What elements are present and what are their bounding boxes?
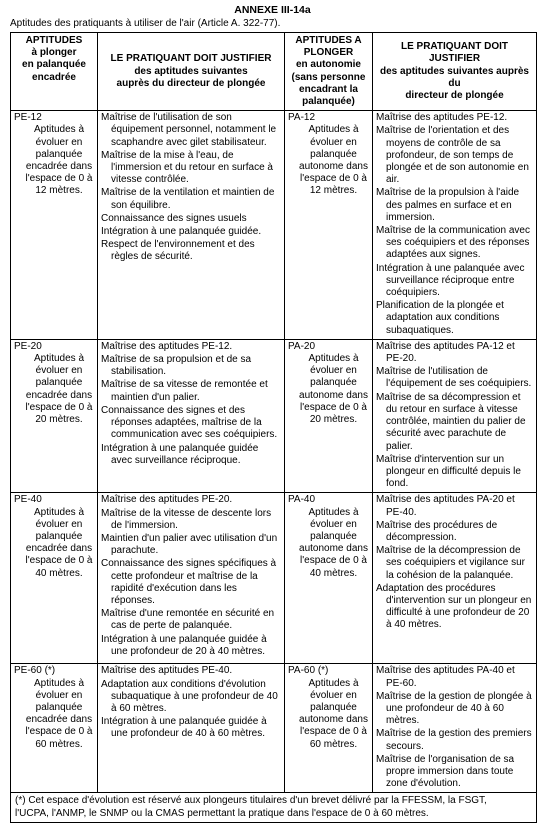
requirement-item: Maîtrise d'intervention sur un plongeur en difficulté depuis le fond.: [376, 453, 521, 490]
requirement-item: Intégration à une palanquée guidée.: [101, 226, 262, 238]
header-line: LE PRATIQUANT DOIT JUSTIFIER: [400, 41, 509, 65]
header-line: PLONGER: [303, 47, 354, 59]
requirement-item: Maîtrise de l'organisation de sa propre immersion dans toute zone d'évolution.: [376, 753, 515, 790]
pa-level-cell: [285, 493, 373, 664]
requirement-item: Maîtrise de la mise à l'eau, de l'immersion et du retour en surface à vitesse contrôlée.: [101, 149, 273, 186]
requirement-item: Maîtrise de l'utilisation de l'équipement de ses coéquipiers.: [376, 366, 532, 390]
requirement-item: Maîtrise des aptitudes PE-12.: [376, 112, 508, 124]
header-aptitudes-autonomie: [285, 33, 373, 111]
requirement-item: Maîtrise de la gestion de plongée à une profondeur de 40 à 60 mètres.: [376, 690, 532, 727]
pe-level-cell: [11, 111, 98, 340]
aptitudes-table: [10, 32, 537, 823]
level-description: Aptitudes à évoluer en palanquée encadrée dans l'espace de 0 à 60 mètres.: [25, 677, 93, 750]
header-line: auprès du directeur de plongée: [116, 77, 266, 89]
pa-requirements-cell: [373, 664, 537, 793]
header-aptitudes-encadree: [11, 33, 98, 111]
level-description: Aptitudes à évoluer en palanquée autonome dans l'espace de 0 à 20 mètres.: [299, 353, 368, 426]
table-row: [11, 664, 537, 793]
requirement-item: Maîtrise de la gestion des premiers secours.: [376, 728, 532, 752]
level-description: Aptitudes à évoluer en palanquée autonome dans l'espace de 0 à 40 mètres.: [299, 506, 368, 579]
requirement-item: Adaptation aux conditions d'évolution subaquatique à une profondeur de 40 à 60 mètres.: [101, 678, 278, 714]
level-code: PA-60 (*): [288, 665, 329, 677]
pe-requirements-cell: [98, 664, 285, 793]
requirement-item: Maîtrise des aptitudes PE-20.: [101, 494, 233, 506]
requirement-item: Maîtrise de la décompression de ses coéquipiers et vigilance sur la cohésion de la palanquée.: [376, 545, 525, 581]
requirement-item: Adaptation des procédures d'intervention sur un plongeur en difficulté à une profondeur de 20 à 40 mètres.: [376, 582, 532, 631]
requirement-item: Maîtrise de sa vitesse de remontée et maintien d'un palier.: [101, 379, 268, 403]
requirement-item: Maintien d'un palier avec utilisation d'un parachute.: [101, 532, 278, 557]
requirement-item: Connaissance des signes usuels: [101, 212, 247, 224]
requirement-item: Maîtrise des aptitudes PE-40.: [101, 665, 233, 677]
level-code: PA-40: [288, 494, 316, 506]
header-line: (sans personne: [291, 71, 366, 83]
page-title: ANNEXE III-14a: [234, 4, 311, 16]
table-row: [11, 111, 537, 340]
requirement-item: Intégration à une palanquée guidée à une profondeur de 20 à 40 mètres.: [101, 633, 267, 657]
pa-requirements-cell: [373, 339, 537, 492]
requirement-item: Maîtrise de sa décompression et du retour en surface à vitesse contrôlée, maintien du palier de sécurité avec parachute de palier.: [376, 391, 526, 452]
requirement-item: Maîtrise de la communication avec ses coéquipiers et des réponses adaptées aux signes.: [376, 225, 530, 261]
requirement-item: Maîtrise des procédures de décompression.: [376, 519, 498, 543]
header-line: palanquée): [302, 96, 355, 108]
level-description: Aptitudes à évoluer en palanquée encadrée dans l'espace de 0 à 40 mètres.: [25, 506, 93, 579]
header-line: APTITUDES: [25, 35, 83, 46]
table-row: [11, 493, 537, 664]
pa-level-cell: [285, 664, 373, 793]
requirement-item: Maîtrise des aptitudes PA-20 et PE-40.: [376, 494, 515, 518]
requirement-item: Maîtrise de la propulsion à l'aide des palmes en surface et en immersion.: [376, 187, 520, 223]
requirement-item: Intégration à une palanquée guidée avec surveillance réciproque.: [101, 442, 259, 466]
header-line: APTITUDES A: [295, 35, 362, 46]
requirement-item: Connaissance des signes spécifiques à cette profondeur et maîtrise de la rapidité d'exécution dans les réponses.: [101, 558, 277, 606]
pa-requirements-cell: [373, 493, 537, 664]
level-code: PE-20: [14, 340, 42, 352]
header-line: LE PRATIQUANT DOIT JUSTIFIER: [110, 53, 272, 65]
requirement-item: Maîtrise de la vitesse de descente lors de l'immersion.: [101, 507, 272, 531]
pe-level-cell: [11, 664, 98, 793]
header-line: des aptitudes suivantes auprès du: [380, 65, 529, 89]
table-row: [11, 339, 537, 492]
footnote-line: (*) Cet espace d'évolution est réservé aux plongeurs titulaires d'un brevet délivré par la FFESSM, la FSGT,: [15, 795, 487, 807]
header-line: encadrée: [32, 71, 76, 83]
pe-requirements-cell: [98, 493, 285, 664]
header-line: encadrant la: [299, 83, 358, 95]
requirement-item: Maîtrise des aptitudes PE-12.: [101, 340, 233, 352]
level-code: PA-20: [288, 340, 316, 352]
header-justifier-autonomie: [373, 33, 537, 111]
header-line: à plonger: [31, 47, 77, 59]
level-code: PE-60 (*): [14, 665, 56, 677]
requirement-item: Maîtrise de l'utilisation de son équipement personnel, notamment le scaphandre avec gilet stabilisateur.: [101, 112, 277, 148]
pe-requirements-cell: [98, 111, 285, 340]
level-code: PE-12: [14, 112, 42, 124]
footnote-row: [11, 793, 537, 822]
level-description: Aptitudes à évoluer en palanquée autonome dans l'espace de 0 à 12 mètres.: [299, 124, 368, 197]
pe-requirements-cell: [98, 339, 285, 492]
pe-level-cell: [11, 493, 98, 664]
header-line: en palanquée: [22, 59, 86, 71]
requirement-item: Maîtrise de l'orientation et des moyens de contrôle de sa profondeur, de son temps de plongée et de son autonomie en air.: [376, 125, 529, 186]
requirement-item: Connaissance des signes et des réponses adaptées, maîtrise de la communication avec ses coéquipiers.: [101, 404, 278, 441]
level-description: Aptitudes à évoluer en palanquée autonome dans l'espace de 0 à 60 mètres.: [299, 677, 368, 750]
header-line: des aptitudes suivantes: [134, 65, 248, 77]
level-description: Aptitudes à évoluer en palanquée encadrée dans l'espace de 0 à 20 mètres.: [25, 353, 93, 426]
header-line: en autonomie: [295, 59, 361, 71]
pa-level-cell: [285, 111, 373, 340]
pa-requirements-cell: [373, 111, 537, 340]
requirement-item: Maîtrise de sa propulsion et de sa stabilisation.: [101, 354, 252, 378]
footnote: [11, 793, 537, 822]
page-subtitle: Aptitudes des pratiquants à utiliser de l'air (Article A. 322-77).: [10, 18, 281, 29]
level-code: PA-12: [288, 112, 316, 124]
requirement-item: Maîtrise des aptitudes PA-12 et PE-20.: [376, 340, 515, 365]
requirement-item: Respect de l'environnement et des règles de sécurité.: [101, 239, 255, 263]
header-justifier-encadree: [98, 33, 285, 111]
requirement-item: Intégration à une palanquée guidée à une profondeur de 40 à 60 mètres.: [101, 716, 267, 740]
pe-level-cell: [11, 339, 98, 492]
header-line: directeur de plongée: [405, 89, 504, 101]
level-code: PE-40: [14, 494, 42, 506]
requirement-item: Intégration à une palanquée avec surveillance réciproque entre coéquipiers.: [376, 262, 525, 299]
requirement-item: Maîtrise d'une remontée en sécurité en cas de perte de palanquée.: [101, 608, 275, 632]
requirement-item: Maîtrise des aptitudes PA-40 et PE-60.: [376, 665, 515, 689]
footnote-line: l'UCPA, l'ANMP, le SNMP ou la CMAS permettant la pratique dans l'espace de 0 à 60 mètres.: [15, 807, 429, 819]
level-description: Aptitudes à évoluer en palanquée encadrée dans l'espace de 0 à 12 mètres.: [25, 124, 93, 197]
requirement-item: Maîtrise de la ventilation et maintien de son équilibre.: [101, 187, 275, 211]
table-header-row: [11, 33, 537, 111]
requirement-item: Planification de la plongée et adaptation aux conditions subaquatiques.: [376, 300, 504, 336]
pa-level-cell: [285, 339, 373, 492]
